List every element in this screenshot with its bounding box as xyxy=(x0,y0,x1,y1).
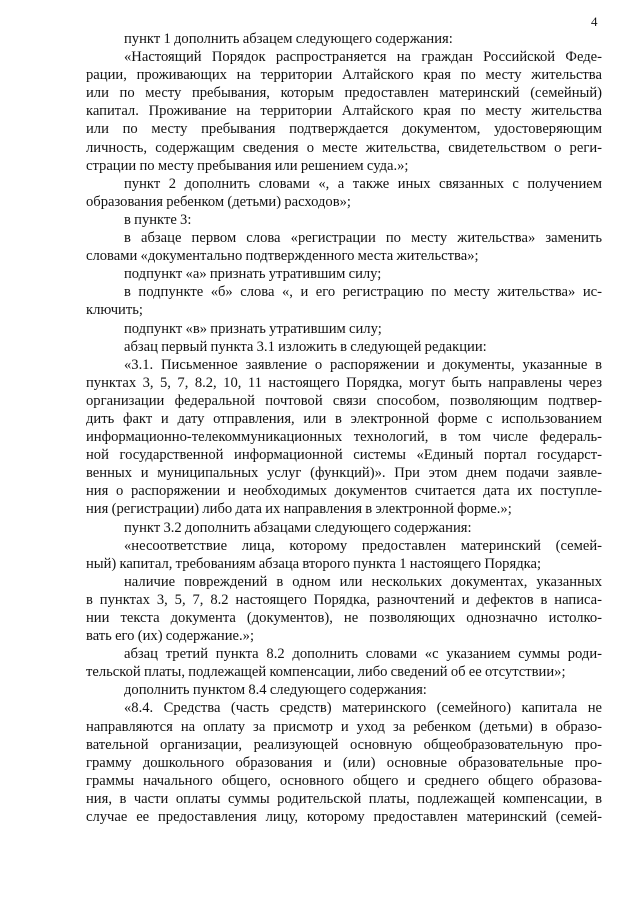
paragraph xyxy=(86,175,602,211)
document-body xyxy=(86,30,602,826)
text-line: в абзаце первом слова «регистрации по месту жительства» заменить xyxy=(124,230,602,247)
paragraph xyxy=(86,48,602,175)
text-line: венных и муниципальных услуг (функций)». При этом днем подачи заявле- xyxy=(86,465,602,482)
text-line: личность, содержащим сведения о месте жительства, свидетельством о реги- xyxy=(86,139,602,156)
text-line: случае ее предоставления лицу, которому предоставлен материнский (семей- xyxy=(86,809,602,826)
text-line: пункт 1 дополнить абзацем следующего содержания: xyxy=(124,31,453,47)
text-line: абзац первый пункта 3.1 изложить в следующей редакции: xyxy=(124,338,487,355)
text-line: ной государственной информационной системы «Единый портал государст- xyxy=(86,447,602,464)
paragraph xyxy=(86,645,602,681)
text-line: вательной организации, реализующей основную общеобразовательную про- xyxy=(86,736,602,753)
text-line: рации, проживающих на территории Алтайского края по месту жительства xyxy=(86,67,602,84)
text-line: образования ребенком (детьми) расходов»; xyxy=(86,193,351,210)
text-line: информационно-телекоммуникационных технологий, в том числе федераль- xyxy=(86,429,602,446)
paragraph xyxy=(86,519,602,537)
paragraph xyxy=(86,283,602,319)
text-line: тельской платы, подлежащей компенсации, либо сведений об ее отсутствии»; xyxy=(86,664,566,681)
text-line: подпункт «а» признать утратившим силу; xyxy=(124,266,382,283)
text-line: ния (регистрации) либо дата их направления в электронной форме.»; xyxy=(86,501,512,518)
text-line: граммы начального общего, основного общего и среднего общего образова- xyxy=(86,772,602,789)
paragraph xyxy=(86,338,602,356)
paragraph xyxy=(86,699,602,826)
text-line: дить факт и дату отправления, или в электронной форме с использованием xyxy=(86,410,602,427)
text-line: «8.4. Средства (часть средств) материнского (семейного) капитала не xyxy=(124,700,602,717)
paragraph xyxy=(86,537,602,573)
text-line: абзац третий пункта 8.2 дополнить словами «с указанием суммы роди- xyxy=(124,646,602,663)
text-line: наличие повреждений в одном или нескольких документах, указанных xyxy=(124,573,602,590)
text-line: или по месту пребывания, которым предоставлен материнский (семейный) xyxy=(86,85,602,102)
paragraph xyxy=(86,681,602,699)
text-line: капитал. Проживание на территории Алтайского края по месту жительства xyxy=(86,103,602,120)
paragraph xyxy=(86,229,602,265)
paragraph xyxy=(86,356,602,519)
text-line: пунктах 3, 5, 7, 8.2, 10, 11 настоящего Порядка, могут быть направлены через xyxy=(86,374,602,391)
text-line: организации федеральной почтовой связи способом, позволяющим подтвер- xyxy=(86,392,602,409)
text-line: в пунктах 3, 5, 7, 8.2 настоящего Порядка, разночтений и дефектов в написа- xyxy=(86,591,602,608)
text-line: «3.1. Письменное заявление о распоряжении и документы, указанные в xyxy=(124,356,602,373)
text-line: пункт 3.2 дополнить абзацами следующего содержания: xyxy=(124,519,472,536)
paragraph xyxy=(86,265,602,283)
text-line: нии текста документа (документов), не позволяющих однозначно истолко- xyxy=(86,610,602,626)
paragraph xyxy=(86,320,602,338)
paragraph xyxy=(86,573,602,645)
text-line: направляются на оплату за присмотр и уход за ребенком (детьми) в образо- xyxy=(86,718,602,735)
text-line: ния о распоряжении и необходимых документов считается дата их поступле- xyxy=(86,483,602,500)
text-line: ния, в части оплаты суммы родительской платы, подлежащей компенсации, в xyxy=(86,790,602,807)
text-line: грамму дошкольного образования и (или) основные образовательные про- xyxy=(86,754,602,771)
text-line: дополнить пунктом 8.4 следующего содержания: xyxy=(124,682,427,699)
text-line: в пункте 3: xyxy=(124,211,192,228)
text-line: ключить; xyxy=(86,302,143,319)
paragraph xyxy=(86,30,602,48)
text-line: «несоответствие лица, которому предоставлен материнский (семей- xyxy=(124,537,602,554)
text-line: словами «документально подтвержденного места жительства»; xyxy=(86,248,479,265)
text-line: или по месту пребывания подтверждается документом, удостоверяющим xyxy=(86,121,602,138)
text-line: ный) капитал, требованиям абзаца второго пункта 1 настоящего Порядка; xyxy=(86,555,542,572)
text-line: страции по месту пребывания или решением суда.»; xyxy=(86,157,409,174)
text-line: в подпункте «б» слова «, и его регистрацию по месту жительства» ис- xyxy=(124,284,602,301)
text-line: «Настоящий Порядок распространяется на граждан Российской Феде- xyxy=(124,49,602,66)
text-line: пункт 2 дополнить словами «, а также иных связанных с получением xyxy=(124,175,602,192)
paragraph xyxy=(86,211,602,229)
text-line: подпункт «в» признать утратившим силу; xyxy=(124,320,382,337)
page-number: 4 xyxy=(591,14,598,29)
text-line: вать его (их) содержание.»; xyxy=(86,628,255,645)
